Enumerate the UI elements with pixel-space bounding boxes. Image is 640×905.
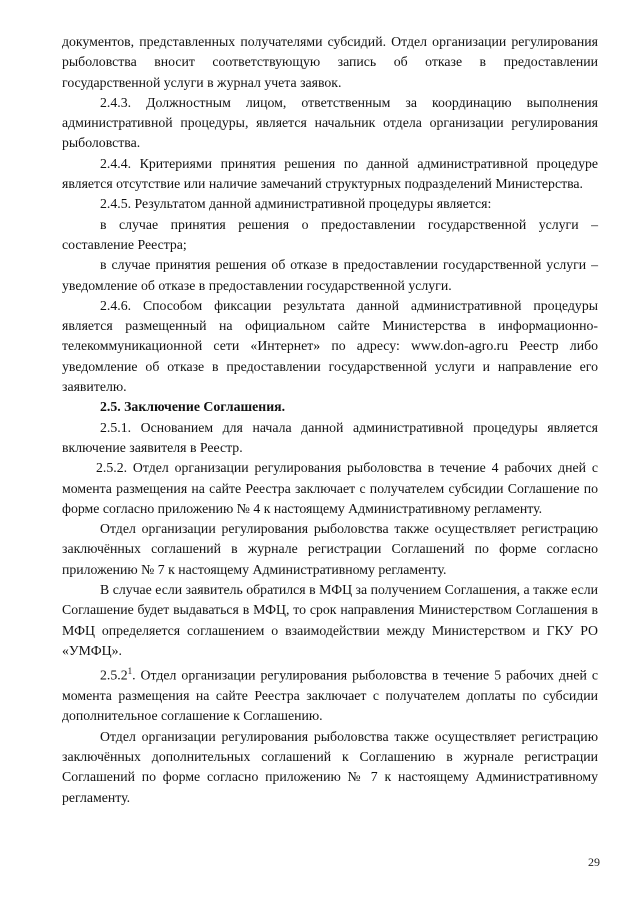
paragraph-result-refusal: в случае принятия решения об отказе в предоставлении государственной услуги – уведомление об отказе в предоставлении государственной услуги. bbox=[62, 257, 598, 293]
clause-number: 2.5.2 bbox=[100, 667, 128, 683]
paragraph-2-5-2: 2.5.2. Отдел организации регулирования рыболовства в течение 4 рабочих дней с момента размещения на сайте Реестра заключает с получателем субсидии Соглашение по форме согласно приложению № 4 к настоящему Административному регламенту. bbox=[62, 460, 598, 516]
paragraph-2-4-4: 2.4.4. Критериями принятия решения по данной административной процедуре является отсутствие или наличие замечаний структурных подразделений Министерства. bbox=[62, 155, 598, 192]
paragraph-additional-registration: Отдел организации регулирования рыболовства также осуществляет регистрацию заключённых дополнительных соглашений к Соглашению в журнале регистрации Соглашений по форме согласно приложению № 7 к настоящему Административному регламенту. bbox=[62, 728, 598, 805]
page-number: 29 bbox=[588, 855, 600, 869]
paragraph-2-5-1: 2.5.1. Основанием для начала данной административной процедуры является включение заявителя в Реестр. bbox=[62, 419, 598, 455]
page-body bbox=[62, 32, 598, 808]
paragraph-continuation: документов, представленных получателями субсидий. Отдел организации регулирования рыболовства вносит соответствующую запись об отказе в предоставлении государственной услуги в журнал учета заявок. bbox=[62, 34, 598, 90]
paragraph-2-5-2-1 bbox=[62, 661, 598, 726]
clause-superscript: 1 bbox=[127, 666, 133, 677]
paragraph-result-approval: в случае принятия решения о предоставлении государственной услуги – составление Реестра; bbox=[62, 216, 598, 252]
paragraph-registration: Отдел организации регулирования рыболовства также осуществляет регистрацию заключённых соглашений в журнале регистрации Соглашений по форме согласно приложению № 7 к настоящему Административному регламенту. bbox=[62, 521, 598, 577]
paragraph-2-4-5: 2.4.5. Результатом данной административной процедуры является: bbox=[100, 196, 492, 212]
paragraph-mfc: В случае если заявитель обратился в МФЦ за получением Соглашения, а также если Соглашение будет выдаваться в МФЦ, то срок направления Министерством Соглашения в МФЦ определяется соглашением о взаимодействии между Министерством и ГКУ РО «УМФЦ». bbox=[62, 582, 598, 658]
paragraph-2-4-6: 2.4.6. Способом фиксации результата данной административной процедуры является размещенный на официальном сайте Министерства в информационно-телекоммуникационной сети «Интернет» по адресу: www.don-agro.ru Реестр либо уведомление об отказе в предоставлении государственной услуги и направление его заявителю. bbox=[62, 297, 598, 395]
section-heading-2-5: 2.5. Заключение Соглашения. bbox=[100, 399, 286, 415]
clause-text: . Отдел организации регулирования рыболовства в течение 5 рабочих дней с момента размещения на сайте Реестра заключает с получателем доплаты по субсидии дополнительное соглашение к Соглашению. bbox=[62, 667, 598, 724]
paragraph-2-4-3: 2.4.3. Должностным лицом, ответственным за координацию выполнения административной процедуры, является начальник отдела организации регулирования рыболовства. bbox=[62, 94, 598, 151]
